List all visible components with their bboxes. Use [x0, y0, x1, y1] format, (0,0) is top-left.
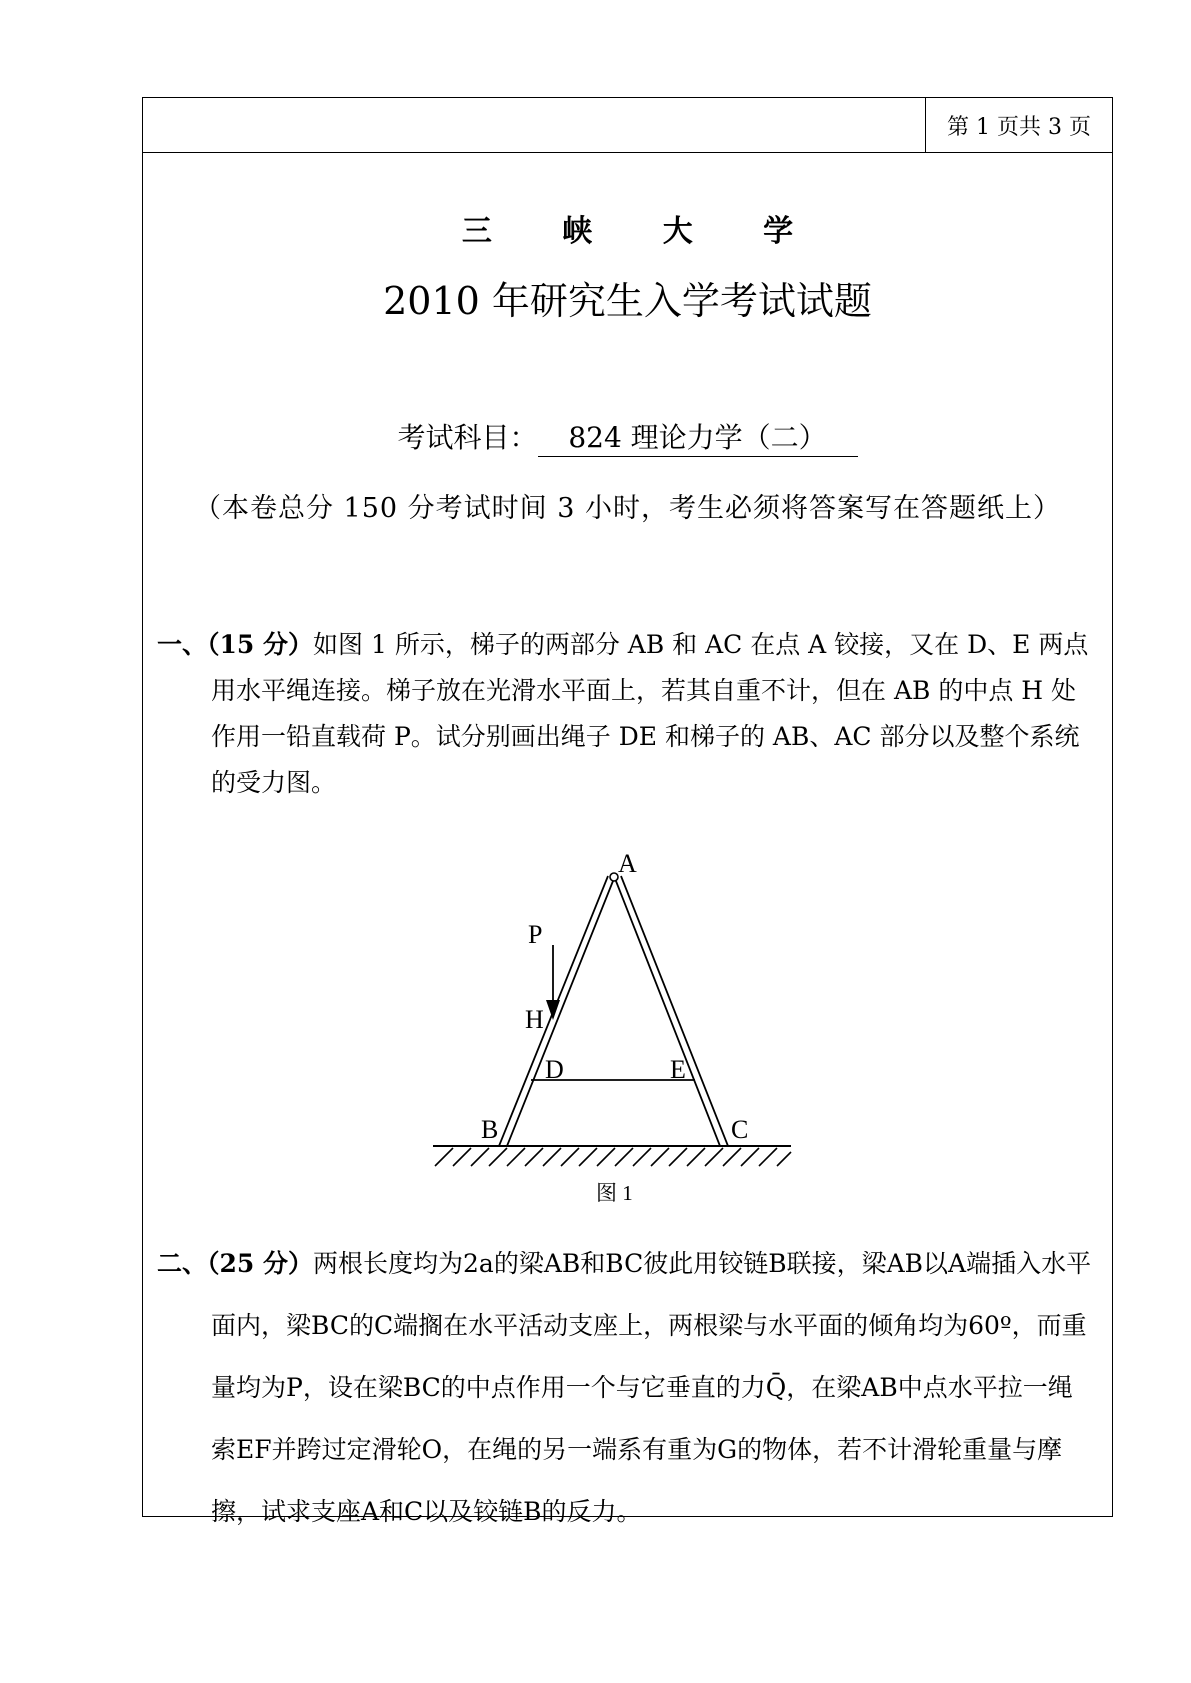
- question-2: [157, 1233, 1097, 1543]
- header-row: [143, 98, 1112, 153]
- question-1-score: （15 分）: [207, 630, 314, 659]
- question-1-text: 如图 1 所示，梯子的两部分 AB 和 AC 在点 A 铰接，又在 D、E 两点用水平绳连接。梯子放在光滑水平面上，若其自重不计，但在 AB 的中点 H 处作用一铅直载荷 P。试分别画出绳子 DE 和梯子的 AB、AC 部分以及整个系统的受力图。: [211, 630, 1089, 797]
- question-2-text: 两根长度均为2a的梁AB和BC彼此用铰链B联接，梁AB以A端插入水平面内，梁BC的C端搁在水平活动支座上，两根梁与水平面的倾角均为60º，而重量均为P，设在梁BC的中点作用一个与它垂直的力Q̄，在梁AB中点水平拉一绳索EF并跨过定滑轮O，在绳的另一端系有重为G的物体，若不计滑轮重量与摩擦，试求支座A和C以及铰链B的反力。: [211, 1249, 1092, 1526]
- hinge-a: [610, 873, 618, 881]
- question-1-number: 一、: [157, 630, 208, 659]
- exam-subject: [143, 416, 1112, 457]
- subject-value: 824 理论力学（二）: [538, 416, 858, 457]
- ladder-ac: [614, 876, 728, 1146]
- subject-label: 考试科目：: [397, 421, 538, 454]
- label-p: P: [528, 920, 543, 949]
- page-number: 第 1 页共 3 页: [925, 98, 1112, 152]
- page-frame: [142, 97, 1113, 1526]
- exam-note: （本卷总分 150 分考试时间 3 小时，考生必须将答案写在答题纸上）: [193, 493, 1062, 524]
- exam-title: 2010 年研究生入学考试试题: [383, 279, 872, 323]
- label-a: A: [618, 849, 637, 878]
- label-b: B: [481, 1115, 499, 1144]
- ladder-figure: [433, 830, 833, 1205]
- question-1: [157, 622, 1097, 806]
- university-name: 三 峡 大 学: [461, 214, 824, 249]
- label-c: C: [731, 1115, 749, 1144]
- question-2-number: 二、: [157, 1249, 208, 1278]
- ground-hatching: [435, 1148, 791, 1166]
- label-e: E: [670, 1055, 686, 1084]
- label-d: D: [545, 1055, 564, 1084]
- figure-caption: 图 1: [596, 1181, 633, 1205]
- question-2-score: （25 分）: [207, 1249, 314, 1278]
- ladder-ab: [499, 876, 615, 1146]
- label-h: H: [525, 1005, 544, 1034]
